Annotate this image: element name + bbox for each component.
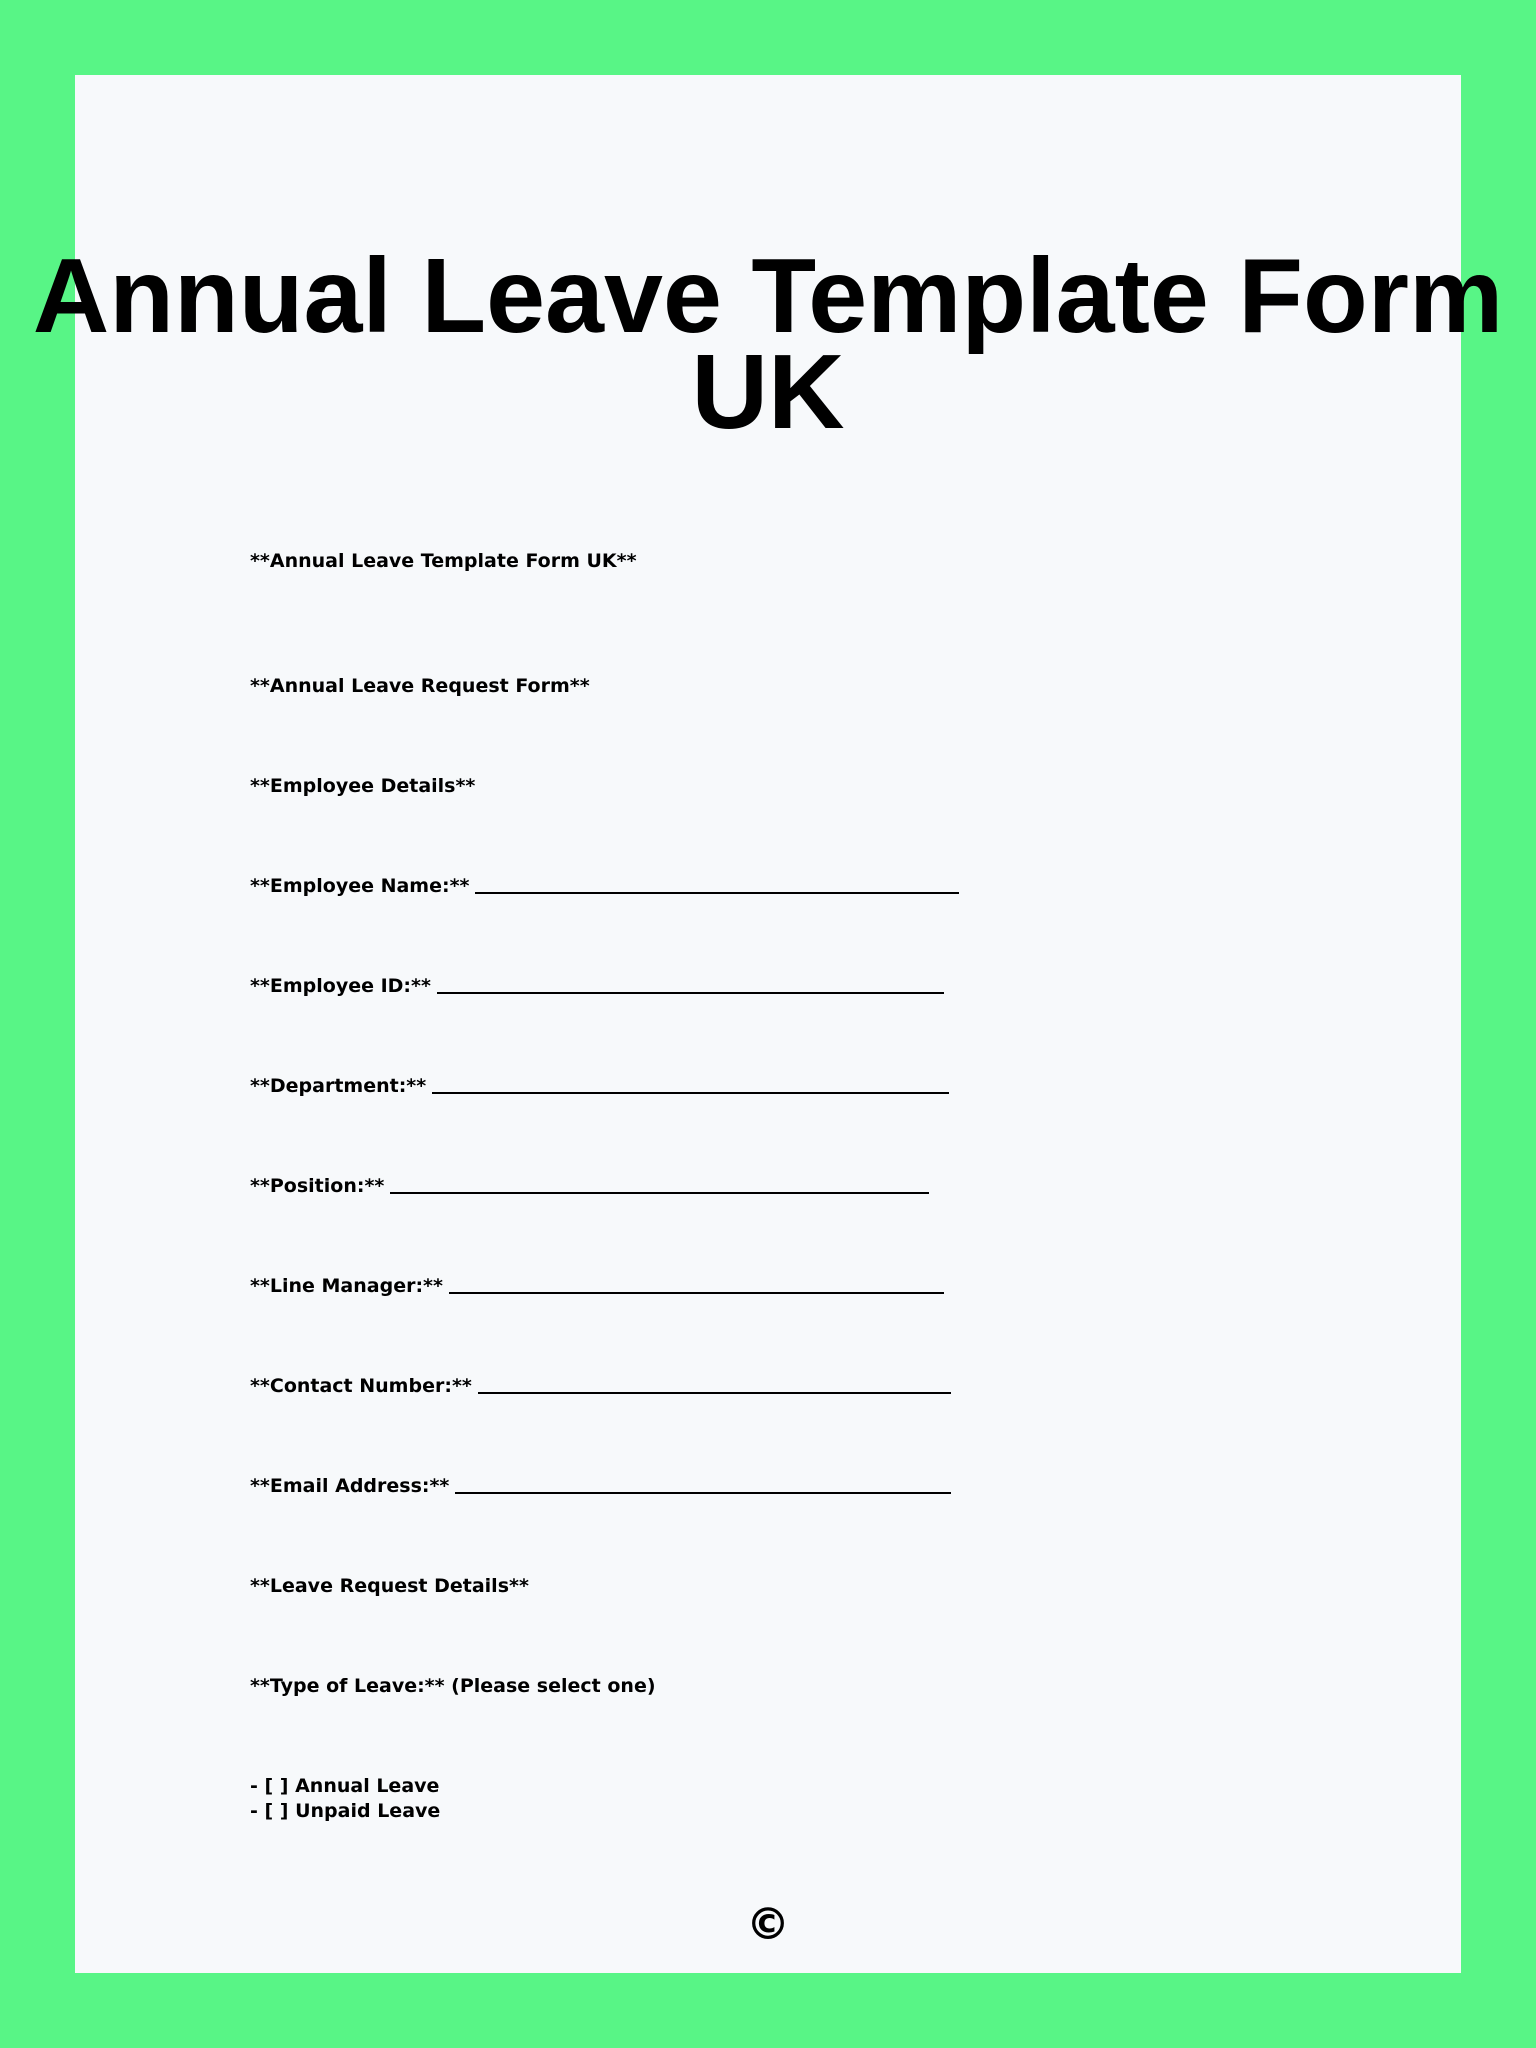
contact-number-row — [250, 1374, 951, 1399]
employee-id-label: **Employee ID:** — [250, 975, 431, 997]
document-title: Annual Leave Template Form UK — [32, 237, 1504, 451]
contact-number-field[interactable] — [478, 1392, 951, 1394]
department-label: **Department:** — [250, 1075, 427, 1097]
form-subtitle: **Annual Leave Template Form UK** — [250, 550, 637, 572]
leave-details-heading: **Leave Request Details** — [250, 1575, 529, 1597]
leave-option-annual[interactable]: - [ ] Annual Leave — [250, 1775, 440, 1797]
employee-name-row — [250, 874, 959, 899]
leave-option-unpaid[interactable]: - [ ] Unpaid Leave — [250, 1800, 441, 1822]
employee-name-field[interactable] — [475, 892, 959, 894]
employee-details-heading: **Employee Details** — [250, 775, 476, 797]
employee-id-field[interactable] — [437, 992, 944, 994]
department-row — [250, 1074, 949, 1099]
type-of-leave-label: **Type of Leave:** (Please select one) — [250, 1675, 656, 1697]
email-address-label: **Email Address:** — [250, 1475, 450, 1497]
email-address-field[interactable] — [455, 1492, 951, 1494]
employee-id-row — [250, 974, 944, 999]
position-field[interactable] — [390, 1192, 929, 1194]
form-heading: **Annual Leave Request Form** — [250, 675, 590, 697]
position-label: **Position:** — [250, 1175, 385, 1197]
email-address-row — [250, 1474, 951, 1499]
department-field[interactable] — [432, 1092, 949, 1094]
line-manager-field[interactable] — [449, 1292, 944, 1294]
line-manager-label: **Line Manager:** — [250, 1275, 443, 1297]
employee-name-label: **Employee Name:** — [250, 875, 470, 897]
contact-number-label: **Contact Number:** — [250, 1375, 472, 1397]
position-row — [250, 1174, 929, 1199]
line-manager-row — [250, 1274, 944, 1299]
copyright-icon: © — [746, 1899, 790, 1950]
